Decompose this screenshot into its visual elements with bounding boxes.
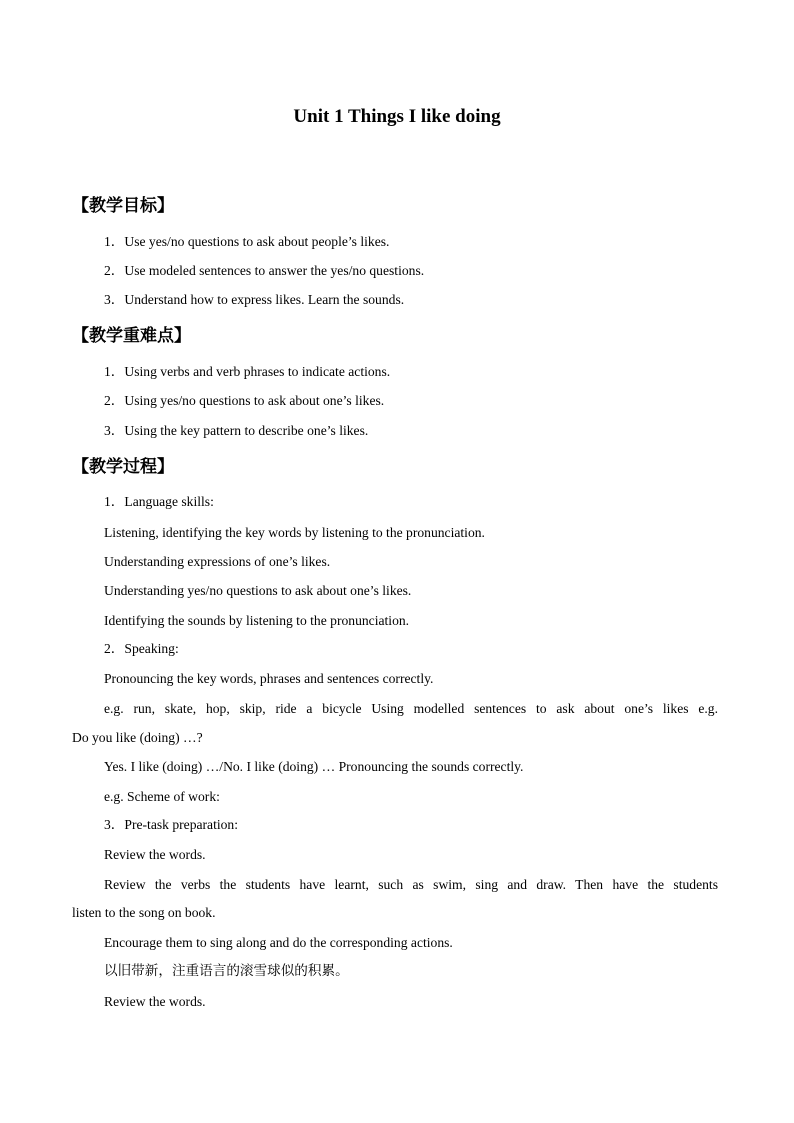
- objective-item: 1．Use yes/no questions to ask about people’s likes.: [104, 234, 390, 249]
- process-line: Yes. I like (doing) …/No. I like (doing) … Pronouncing the sounds correctly.: [104, 759, 524, 774]
- process-line: e.g. Scheme of work:: [104, 789, 220, 804]
- key-point-item: 2．Using yes/no questions to ask about one’s likes.: [104, 393, 385, 408]
- process-line: Listening, identifying the key words by listening to the pronunciation.: [104, 525, 485, 540]
- process-line-chinese: 以旧带新，注重语言的滚雪球似的积累。: [104, 963, 349, 979]
- objective-item: 3．Understand how to express likes. Learn the sounds.: [104, 292, 405, 307]
- page-title: Unit 1 Things I like doing: [293, 106, 501, 127]
- objective-item: 2．Use modeled sentences to answer the yes/no questions.: [104, 263, 425, 278]
- process-line: 3．Pre-task preparation:: [104, 817, 239, 832]
- process-line: listen to the song on book.: [72, 905, 216, 920]
- key-point-item: 3．Using the key pattern to describe one’s likes.: [104, 423, 369, 438]
- process-line: 1．Language skills:: [104, 494, 214, 509]
- process-line: Encourage them to sing along and do the corresponding actions.: [104, 935, 453, 950]
- process-line: Review the words.: [104, 994, 206, 1009]
- process-line: Review the words.: [104, 847, 206, 862]
- section-heading-process: 【教学过程】: [72, 457, 174, 477]
- section-heading-objectives: 【教学目标】: [72, 196, 174, 216]
- process-line: Identifying the sounds by listening to the pronunciation.: [104, 613, 410, 628]
- process-line: e.g. run, skate, hop, skip, ride a bicycle Using modelled sentences to ask about one’s likes e.g.: [104, 701, 718, 716]
- process-line: Do you like (doing) …?: [72, 730, 203, 745]
- process-line: 2．Speaking:: [104, 641, 179, 656]
- process-line: Understanding expressions of one’s likes.: [104, 554, 331, 569]
- key-point-item: 1．Using verbs and verb phrases to indicate actions.: [104, 364, 391, 379]
- process-line: Understanding yes/no questions to ask about one’s likes.: [104, 583, 412, 598]
- section-heading-key-points: 【教学重难点】: [72, 326, 191, 346]
- process-line: Pronouncing the key words, phrases and sentences correctly.: [104, 671, 434, 686]
- process-line: Review the verbs the students have learnt, such as swim, sing and draw. Then have the students: [104, 877, 718, 892]
